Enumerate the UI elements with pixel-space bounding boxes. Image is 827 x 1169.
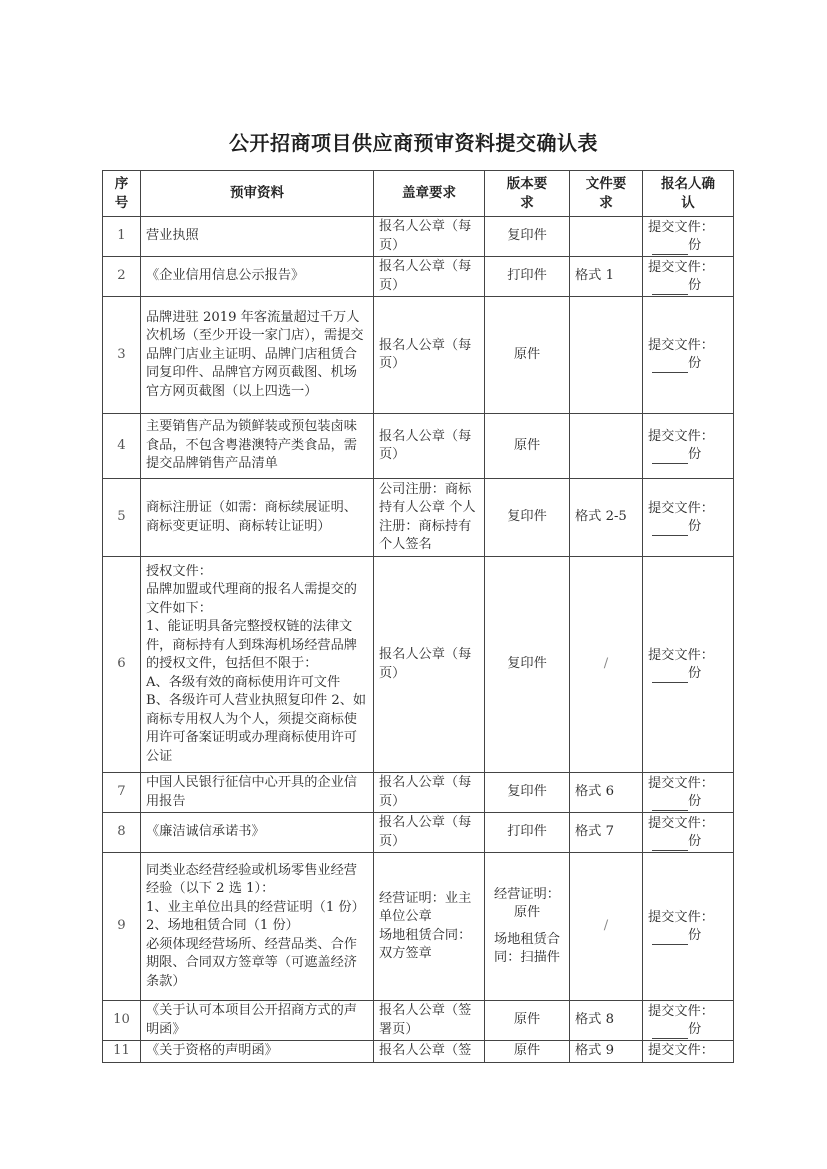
submit-label: 提交文件： xyxy=(648,815,714,831)
row-version: 复印件 xyxy=(485,557,570,773)
table-row xyxy=(103,773,734,813)
submit-label: 提交文件： xyxy=(648,429,714,444)
submit-count-line xyxy=(648,518,728,536)
row-file: 格式 2-5 xyxy=(570,479,643,557)
blank-field[interactable] xyxy=(652,358,688,373)
row-material: 《廉洁诚信承诺书》 xyxy=(141,813,374,853)
submit-count-line xyxy=(648,833,728,851)
submit-label: 提交文件： xyxy=(648,1003,714,1019)
blank-field[interactable] xyxy=(652,1024,688,1039)
submit-label: 提交文件： xyxy=(648,500,714,516)
submit-unit: 份 xyxy=(688,356,702,371)
row-file: / xyxy=(570,557,643,773)
row-seal: 报名人公章（签 xyxy=(374,1041,485,1063)
page-title: 公开招商项目供应商预审资料提交确认表 xyxy=(229,131,598,155)
submit-count-line xyxy=(648,1021,728,1039)
table-row xyxy=(103,414,734,479)
material-table xyxy=(102,170,734,1063)
blank-field[interactable] xyxy=(652,240,688,255)
submit-count-line xyxy=(648,237,728,255)
submit-unit: 份 xyxy=(688,833,702,849)
row-file xyxy=(570,217,643,257)
row-file: 格式 9 xyxy=(570,1041,643,1063)
submit-label: 提交文件： xyxy=(648,338,714,353)
submit-count-line xyxy=(648,446,728,464)
table-row xyxy=(103,297,734,414)
submit-count-line xyxy=(648,665,728,683)
table-row xyxy=(103,1001,734,1041)
row-seq: 3 xyxy=(103,297,141,414)
row-confirm xyxy=(643,257,734,297)
submit-label: 提交文件： xyxy=(648,647,714,663)
row-version: 打印件 xyxy=(485,257,570,297)
row-version-b: 场地租赁合同：扫描件 xyxy=(494,931,560,965)
row-confirm xyxy=(643,813,734,853)
row-seal: 报名人公章（每页） xyxy=(374,297,485,414)
submit-unit: 份 xyxy=(688,927,702,943)
row-confirm xyxy=(643,557,734,773)
blank-field[interactable] xyxy=(652,280,688,295)
row-material: 营业执照 xyxy=(141,217,374,257)
row-confirm xyxy=(643,1041,734,1063)
row-seq: 8 xyxy=(103,813,141,853)
header-seq: 序号 xyxy=(103,171,141,217)
table-row xyxy=(103,217,734,257)
submit-unit: 份 xyxy=(688,277,702,293)
row-material: 同类业态经营经验或机场零售业经营经验（以下 2 选 1）： 1、业主单位出具的经营证明（1 份） 2、场地租赁合同（1 份） 必须体现经营场所、经营品类、合作期限、合同双方签章等（可遮盖经济条款） xyxy=(141,853,374,1001)
submit-unit: 份 xyxy=(688,1021,702,1037)
table-row xyxy=(103,557,734,773)
row-seal: 报名人公章（每页） xyxy=(374,257,485,297)
submit-count-line xyxy=(648,793,728,811)
blank-field[interactable] xyxy=(652,836,688,851)
submit-count-line xyxy=(648,355,728,373)
row-version: 复印件 xyxy=(485,217,570,257)
table-header-row xyxy=(103,171,734,217)
row-file xyxy=(570,414,643,479)
blank-field[interactable] xyxy=(652,521,688,536)
submit-unit: 份 xyxy=(688,447,702,462)
row-confirm xyxy=(643,297,734,414)
row-version xyxy=(485,853,570,1001)
row-confirm xyxy=(643,217,734,257)
submit-label: 提交文件： xyxy=(648,1043,714,1059)
table-row xyxy=(103,479,734,557)
submit-label: 提交文件： xyxy=(648,909,714,925)
row-seq: 10 xyxy=(103,1001,141,1041)
row-seal: 报名人公章（每页） xyxy=(374,773,485,813)
row-seal: 报名人公章（每页） xyxy=(374,414,485,479)
row-seal: 经营证明：业主单位公章 场地租赁合同：双方签章 xyxy=(374,853,485,1001)
blank-field[interactable] xyxy=(652,449,688,464)
row-version: 原件 xyxy=(485,1041,570,1063)
submit-count-line xyxy=(648,927,728,945)
row-material: 授权文件： 品牌加盟或代理商的报名人需提交的文件如下： 1、能证明具备完整授权链的法律文件，商标持有人到珠海机场经营品牌的授权文件，包括但不限于： A、各级有效的商标使用许可文件 B、各级许可人营业执照复印件 2、如商标专用权人为个人，须提交商标使用许可备案证明或办理商标使用许可公证 xyxy=(141,557,374,773)
submit-label: 提交文件： xyxy=(648,775,714,791)
submit-unit: 份 xyxy=(688,665,702,681)
row-material: 主要销售产品为锁鲜装或预包装卤味食品，不包含粤港澳特产类食品，需提交品牌销售产品清单 xyxy=(141,414,374,479)
header-file: 文件要求 xyxy=(570,171,643,217)
row-material: 《关于资格的声明函》 xyxy=(141,1041,374,1063)
row-file: / xyxy=(570,853,643,1001)
submit-unit: 份 xyxy=(688,793,702,809)
row-confirm xyxy=(643,414,734,479)
row-seal: 报名人公章（每页） xyxy=(374,217,485,257)
row-seq: 5 xyxy=(103,479,141,557)
header-version: 版本要求 xyxy=(485,171,570,217)
row-version: 原件 xyxy=(485,297,570,414)
row-material: 商标注册证（如需：商标续展证明、商标变更证明、商标转让证明） xyxy=(141,479,374,557)
header-seal: 盖章要求 xyxy=(374,171,485,217)
row-confirm xyxy=(643,479,734,557)
row-confirm xyxy=(643,1001,734,1041)
spacer xyxy=(490,923,564,931)
submit-unit: 份 xyxy=(688,518,702,534)
row-file: 格式 8 xyxy=(570,1001,643,1041)
row-seal: 报名人公章（签署页） xyxy=(374,1001,485,1041)
row-version-a: 经营证明：原件 xyxy=(494,886,560,920)
row-version: 复印件 xyxy=(485,773,570,813)
row-seq: 2 xyxy=(103,257,141,297)
table-row xyxy=(103,813,734,853)
header-material: 预审资料 xyxy=(141,171,374,217)
submit-unit: 份 xyxy=(688,237,702,253)
row-seal: 报名人公章（每页） xyxy=(374,557,485,773)
row-file: 格式 1 xyxy=(570,257,643,297)
row-seq: 7 xyxy=(103,773,141,813)
row-seq: 9 xyxy=(103,853,141,1001)
row-seq: 6 xyxy=(103,557,141,773)
row-confirm xyxy=(643,853,734,1001)
blank-field[interactable] xyxy=(652,930,688,945)
row-file xyxy=(570,297,643,414)
row-seq: 11 xyxy=(103,1041,141,1063)
row-version: 原件 xyxy=(485,414,570,479)
submit-label: 提交文件： xyxy=(648,219,714,235)
row-material: 《企业信用信息公示报告》 xyxy=(141,257,374,297)
submit-count-line xyxy=(648,277,728,295)
row-material: 品牌进驻 2019 年客流量超过千万人次机场（至少开设一家门店），需提交品牌门店业主证明、品牌门店租赁合同复印件、品牌官方网页截图、机场官方网页截图（以上四选一） xyxy=(141,297,374,414)
row-seq: 1 xyxy=(103,217,141,257)
row-seq: 4 xyxy=(103,414,141,479)
row-file: 格式 6 xyxy=(570,773,643,813)
blank-field[interactable] xyxy=(652,796,688,811)
table-row xyxy=(103,257,734,297)
table-row xyxy=(103,1041,734,1063)
row-file: 格式 7 xyxy=(570,813,643,853)
row-version: 复印件 xyxy=(485,479,570,557)
row-confirm xyxy=(643,773,734,813)
blank-field[interactable] xyxy=(652,668,688,683)
row-seal: 公司注册：商标持有人公章 个人注册：商标持有个人签名 xyxy=(374,479,485,557)
row-version: 打印件 xyxy=(485,813,570,853)
header-confirm: 报名人确认 xyxy=(643,171,734,217)
row-material: 《关于认可本项目公开招商方式的声明函》 xyxy=(141,1001,374,1041)
row-version: 原件 xyxy=(485,1001,570,1041)
row-seal: 报名人公章（每页） xyxy=(374,813,485,853)
submit-label: 提交文件： xyxy=(648,259,714,275)
table-row xyxy=(103,853,734,1001)
row-material: 中国人民银行征信中心开具的企业信用报告 xyxy=(141,773,374,813)
